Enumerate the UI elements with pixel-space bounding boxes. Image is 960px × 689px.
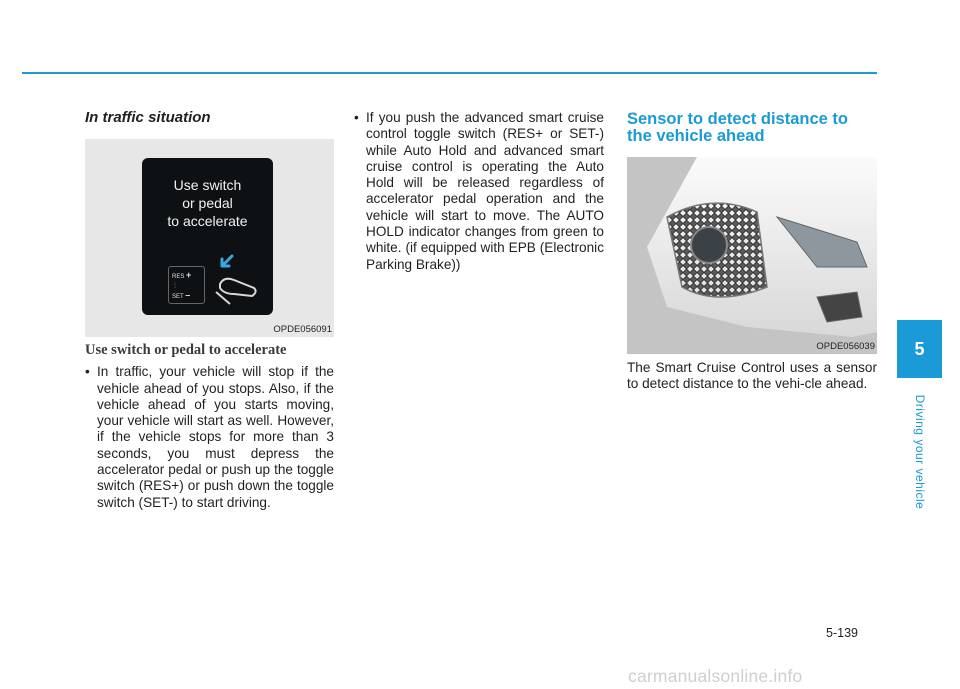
display-message-line: or pedal <box>182 195 233 211</box>
chapter-tab: 5 <box>897 320 942 378</box>
toggle-switch-icon: RES + ⋮ SET – <box>168 266 205 304</box>
figure-code: OPDE056091 <box>273 324 332 335</box>
display-message <box>142 176 273 230</box>
vehicle-front-illustration <box>627 157 877 354</box>
left-column <box>85 110 334 126</box>
figure-caption: Use switch or pedal to accelerate <box>85 342 287 358</box>
left-column-body <box>85 342 334 511</box>
figure-code: OPDE056039 <box>816 341 875 352</box>
display-message-line: to accelerate <box>167 213 248 229</box>
section-heading: In traffic situation <box>85 109 211 126</box>
right-column-body <box>627 360 877 393</box>
top-rule <box>22 72 877 74</box>
bullet-paragraph: • If you push the advanced smart cruise control toggle switch (RES+ or SET-) while Auto Hold and advanced smart cruise control is operating the Auto Hold will be released regardless of accelerator pedal operation and the vehicle will start to move. The AUTO HOLD indicator changes from green to white. (if equipped with EPB (Electronic Parking Brake)) <box>354 110 604 273</box>
chapter-side-label <box>898 392 942 512</box>
watermark: carmanualsonline.info <box>628 666 803 686</box>
vehicle-front-figure <box>627 157 877 354</box>
bullet-paragraph: • In traffic, your vehicle will stop if the vehicle ahead of you stops. Also, if the vehicle ahead of you starts moving, your vehicle will start as well. However, if the vehicle stops for more than 3 seconds, you must depress the accelerator pedal or push up the toggle switch (RES+) or push down the toggle switch (SET-) to start driving. <box>85 364 334 511</box>
page-number: 5-139 <box>826 626 858 640</box>
section-title: Sensor to detect distance to the vehicle ahead <box>627 110 848 145</box>
accelerator-pedal-icon <box>210 254 262 308</box>
cluster-display <box>142 158 273 315</box>
cluster-display-figure <box>85 139 334 337</box>
chapter-label: Driving your vehicle <box>913 394 927 510</box>
body-paragraph: The Smart Cruise Control uses a sensor to detect distance to the vehi-cle ahead. <box>627 360 877 392</box>
res-label: RES + <box>172 270 192 280</box>
set-label: SET – <box>172 290 191 300</box>
middle-column <box>354 110 604 273</box>
right-column <box>627 111 877 145</box>
display-message-line: Use switch <box>173 177 242 193</box>
